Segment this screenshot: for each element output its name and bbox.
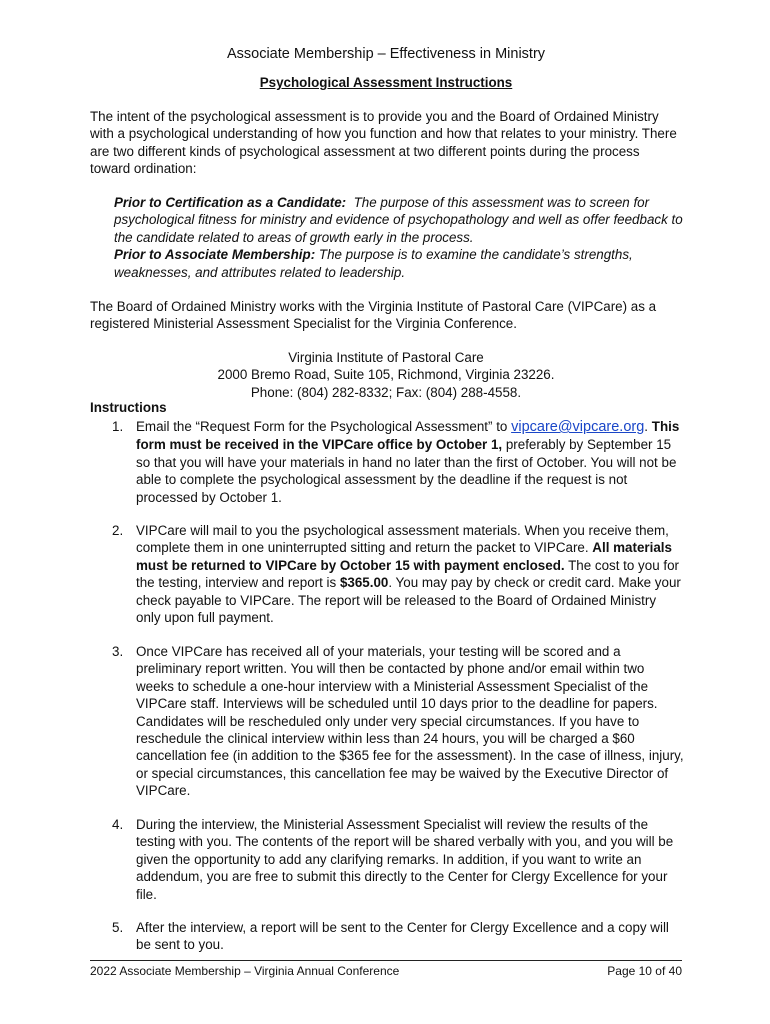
candidate-label: Prior to Certification as a Candidate:	[114, 195, 347, 210]
associate-label: Prior to Associate Membership:	[114, 247, 316, 263]
assessment-types	[114, 194, 684, 281]
address-block	[90, 349, 682, 401]
intro-paragraph: The intent of the psychological assessment is to provide you and the Board of Ordained Ministry with a psychological understanding of how you function and how that relates to your ministry. There are two different kinds of psychological assessment at two different points during the process toward ordination:	[90, 109, 677, 177]
item-number: 5.	[112, 920, 124, 935]
item-2-cost: $365.00	[339, 575, 389, 591]
instructions-heading: Instructions	[90, 400, 167, 415]
address-name: Virginia Institute of Pastoral Care	[288, 350, 484, 365]
vipcare-email-link[interactable]: vipcare@vipcare.org	[511, 419, 645, 435]
item-1-deadline: This form must be received in the VIPCare office by October 1,	[136, 419, 680, 453]
item-text	[136, 522, 684, 626]
item-2-pre: VIPCare will mail to you the psychological assessment materials. When you receive them, complete them in one uninterrupted sitting and return the packet to VIPCare.	[136, 523, 669, 556]
associate-text: The purpose is to examine the candidate’s strengths, weaknesses, and attributes related to leadership.	[114, 247, 633, 280]
document-title: Associate Membership – Effectiveness in Ministry	[226, 46, 546, 62]
address-phone: Phone: (804) 282-8332; Fax: (804) 288-4558.	[250, 384, 522, 400]
item-number: 3.	[112, 644, 124, 659]
item-text: During the interview, the Ministerial Assessment Specialist will review the results of the testing with you. The contents of the report will be shared verbally with you, and you will be given the opportunity to add any clarifying remarks. In addition, if you want to write an addendum, you are free to submit this directly to the Center for Clergy Excellence for your file.	[136, 817, 674, 902]
footer-divider	[90, 960, 682, 961]
section-subtitle: Psychological Assessment Instructions	[259, 75, 513, 90]
candidate-text: The purpose of this assessment was to screen for psychological fitness for ministry and evidence of psychopathology and well as offer feedback to the candidate related to areas of growth early in the process.	[114, 195, 683, 245]
board-paragraph: The Board of Ordained Ministry works with the Virginia Institute of Pastoral Care (VIPCare) as a registered Ministerial Assessment Specialist for the Virginia Conference.	[90, 299, 657, 332]
footer-page-number: Page 10 of 40	[607, 964, 682, 978]
item-number: 2.	[112, 523, 124, 538]
item-2-deadline: All materials must be returned to VIPCare by October 15 with payment enclosed.	[136, 540, 672, 573]
item-text	[136, 418, 684, 506]
item-text: Once VIPCare has received all of your materials, your testing will be scored and a preliminary report written. You will then be contacted by phone and/or email within two weeks to schedule a one-hour interview with a Ministerial Assessment Specialist of the VIPCare staff. Interviews will be scheduled until 10 days prior to the deadline for papers. Candidates will be rescheduled only under very special circumstances. If you have to reschedule the clinical interview within less than 24 hours, you will be charged a $60 cancellation fee (in addition to the $365 fee for the assessment). In the case of illness, injury, or special circumstances, this cancellation fee may be waived by the Executive Director of VIPCare.	[136, 644, 684, 799]
item-number: 4.	[112, 817, 124, 832]
item-1-post: preferably by September 15 so that you will have your materials in hand no later than the first of October. You will not be able to complete the psychological assessment by the deadline if the request is not processed by October 1.	[136, 437, 677, 505]
candidate-assessment	[114, 194, 684, 246]
item-text: After the interview, a report will be sent to the Center for Clergy Excellence and a copy will be sent to you.	[136, 920, 669, 953]
item-1-pre: Email the “Request Form for the Psychological Assessment” to	[136, 419, 512, 434]
item-1-after-link: .	[644, 419, 649, 434]
footer-conference: 2022 Associate Membership – Virginia Annual Conference	[90, 964, 400, 978]
item-2-mid: The cost to you for the testing, interview and report is	[136, 557, 679, 591]
item-2-post: . You may pay by check or credit card. Make your check payable to VIPCare. The report will be released to the Board of Ordained Ministry only upon full payment.	[136, 575, 681, 626]
address-street: 2000 Bremo Road, Suite 105, Richmond, Virginia 23226.	[217, 367, 555, 383]
associate-assessment	[114, 246, 684, 281]
item-number: 1.	[112, 419, 124, 434]
